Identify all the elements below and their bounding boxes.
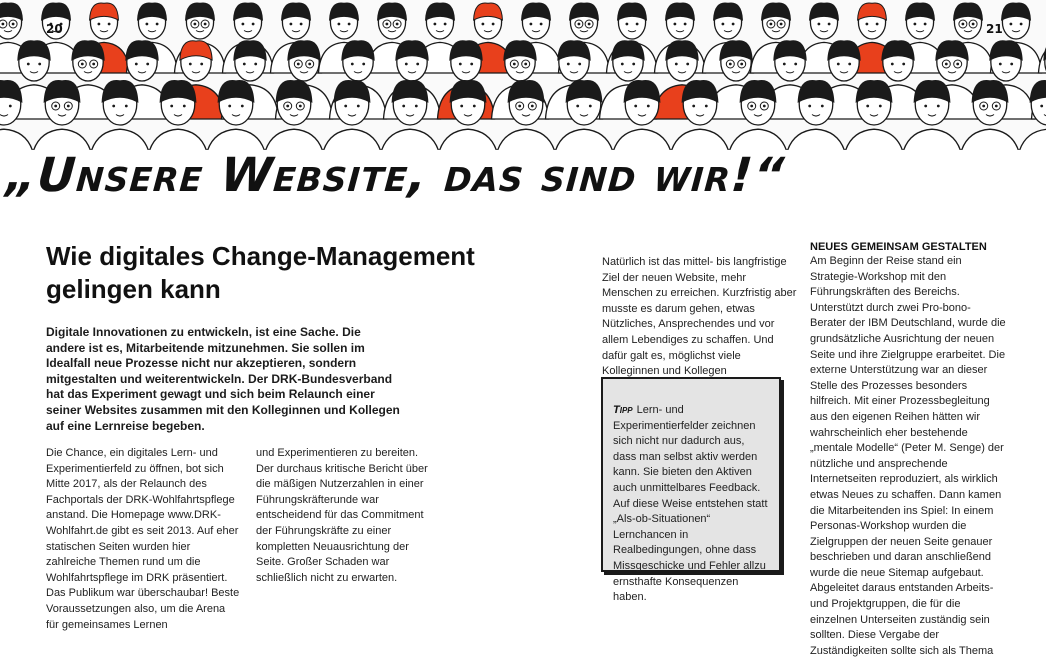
body-column-4 <box>810 240 1006 659</box>
article-intro: Digitale Innovationen zu entwickeln, ist eine Sache. Die andere ist es, Mitarbeitende mitzunehmen. Sie sollen im Idealfall neue Prozesse nicht nur akzeptieren, sondern mitgestalten und weiterentwickeln. Der DRK-Bundesverband hat das Experiment gewagt und sich beim Relaunch einer seiner Websites zusammen mit den Kolleginnen und Kollegen auf eine Lernreise begeben. <box>46 325 401 434</box>
headline: „Unsere Website, das sind wir!“ <box>4 146 1046 206</box>
tip-box <box>601 377 781 572</box>
subsection-heading: NEUES GEMEINSAM GESTALTEN <box>810 240 1006 254</box>
tip-label: Tipp <box>613 404 633 416</box>
body-column-3: Natürlich ist das mittel- bis langfristige Ziel der neuen Website, mehr Menschen zu erreichen. Kurzfristig aber musste es darum gehen, etwas Nützliches, Ansprechendes und vor allem Lebendiges zu schaffen. Und dafür galt es, möglichst viele Kolleginnen und Kollegen <box>602 255 797 395</box>
body-column-1: Die Chance, ein digitales Lern- und Experimentierfeld zu öffnen, bot sich Mitte 2017, als der Relaunch des Fachportals der DRK-Wohlfahrtspflege anstand. Die Homepage www.DRK-Wohlfahrt.de gibt es seit 2013. Auf eher statischen Seiten wurden hier zahlreiche Themen rund um die Wohlfahrtspflege im DRK präsentiert. Das Publikum war überschaubar! Beste Voraussetzungen also, um die Arena für gemeinsames Lernen <box>46 446 241 633</box>
article-title: Wie digitales Change-Management gelingen kann <box>46 240 486 306</box>
tip-text: Lern- und Experimentierfelder zeichnen sich nicht nur dadurch aus, dass man selbst aktiv werden kann. Sie bieten den Aktiven auch unmittelbares Feedback. Auf diese Weise entstehen statt „Als-ob-Situationen“ Lernchancen in Realbedingungen, ohne dass Missgeschicke und Fehler allzu ernsthafte Konsequenzen haben. <box>613 404 768 603</box>
crowd-illustration <box>0 0 1046 150</box>
page-number-right: 21 <box>986 22 1003 36</box>
page-number-left: 20 <box>46 22 63 36</box>
subsection-text: Am Beginn der Reise stand ein Strategie-Workshop mit den Führungskräften des Bereichs. Unterstützt durch zwei Pro-bono-Berater der IBM Deutschland, wurde die grundsätzliche Ausrichtung der neuen Seite und ihre Zielgruppe erarbeitet. Die externe Unterstützung war an dieser Stelle des Prozesses besonders hilfreich. Mit einer Prozessbegleitung aus den eigenen Reihen hätten wir wahrscheinlich eher bestehende „mentale Modelle“ (Peter M. Senge) der nützliche und ansprechende Internetseiten reproduziert, als wirklich etwas Neues zu schaffen. Dann kamen die Mitarbeitenden ins Spiel: In einem Personas-Workshop wurden die Zielgruppen der neuen Seite genauer beschrieben und daran anschließend wurde die neue Sitemap aufgebaut. Abgeleitet daraus entstanden Arbeits- und Projektgruppen, die für die einzelnen Unterseiten zuständig sein sollten. Diese Vergabe der Zuständigkeiten sollte sich als Thema <box>810 254 1006 659</box>
body-column-2: und Experimentieren zu bereiten. Der durchaus kritische Bericht über die mäßigen Nutzerzahlen in einer Führungskräfterunde war entscheidend für das Commitment der Führungskräfte zu einer kompletten Neuausrichtung der Seite. Großer Schaden war schließlich nicht zu erwarten. <box>256 446 436 586</box>
crowd-drawing <box>0 0 1046 150</box>
